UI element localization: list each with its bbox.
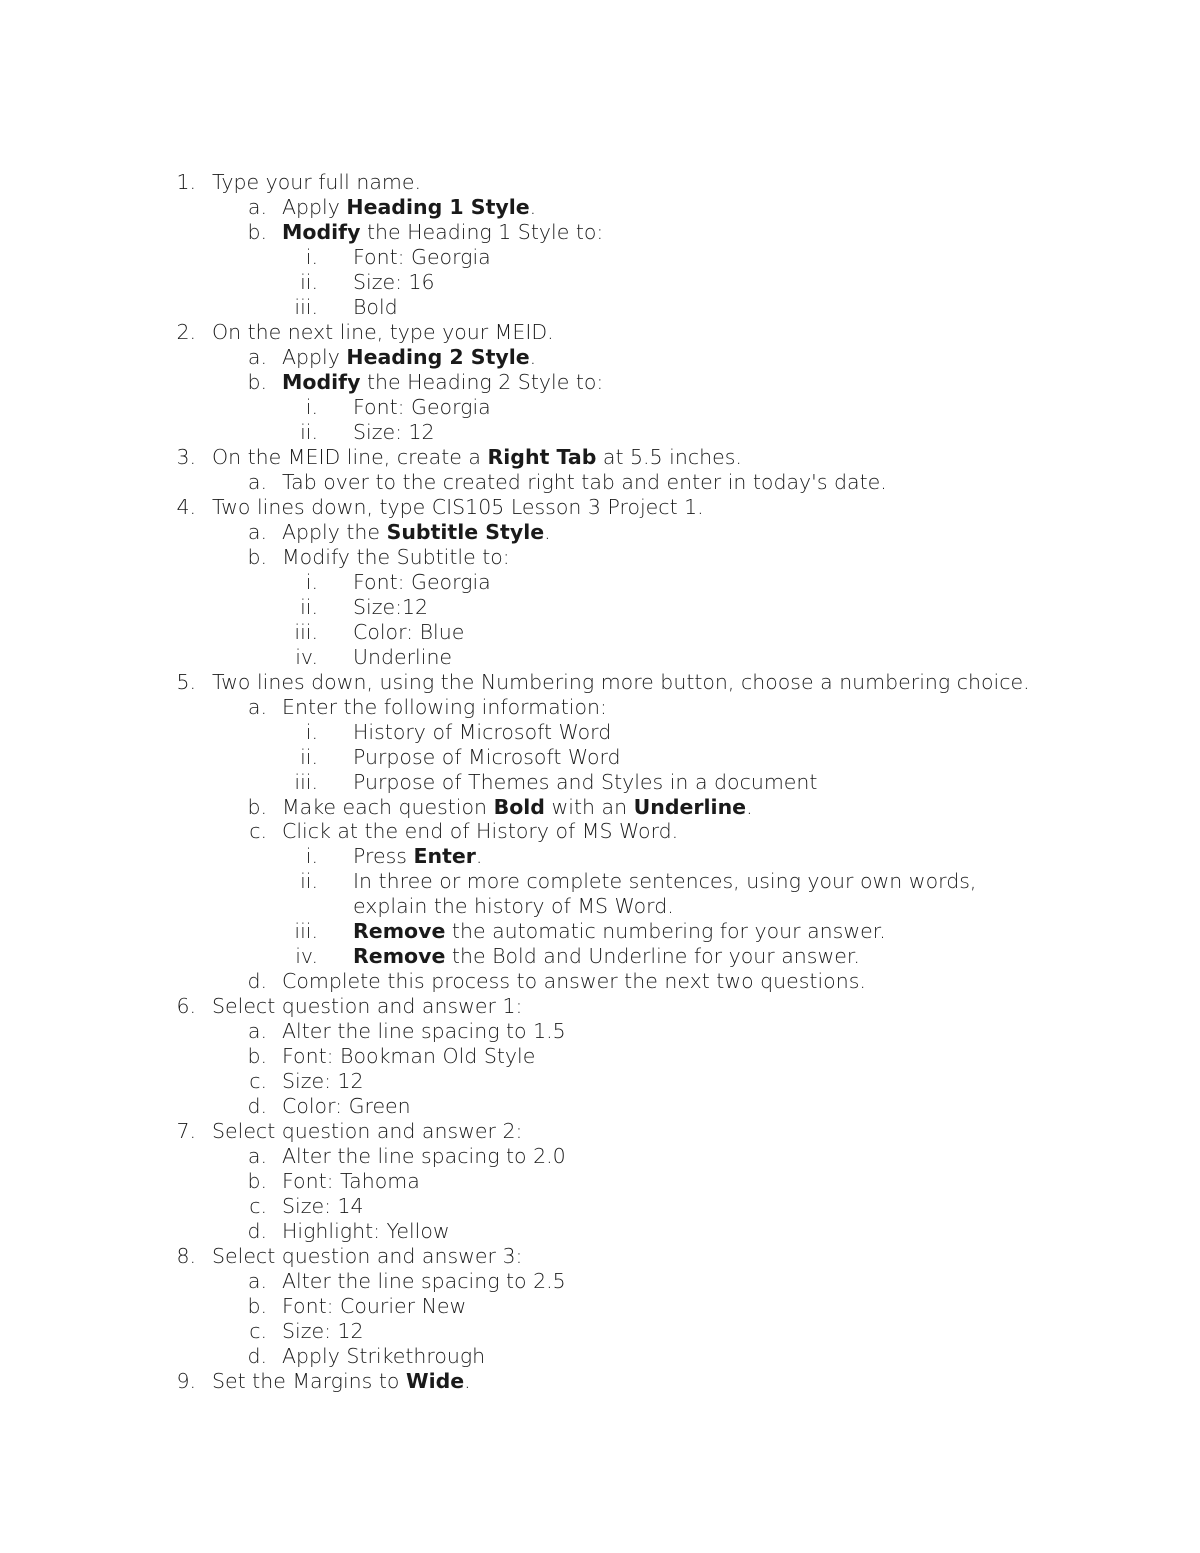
list-text [282, 470, 887, 495]
list-subsubitem [0, 420, 1200, 445]
bold-text: Heading 1 Style [346, 194, 530, 219]
list-text [282, 1169, 420, 1194]
list-marker: iv. [295, 944, 318, 969]
list-marker: 8. [176, 1244, 196, 1269]
list-subsubitem [0, 570, 1200, 595]
bold-text: Modify [282, 369, 361, 394]
list-text [212, 445, 742, 470]
list-subitem [0, 969, 1200, 994]
list-subitem [0, 1219, 1200, 1244]
list-marker: i. [305, 569, 318, 594]
list-marker: b. [247, 544, 267, 569]
list-marker: a. [247, 694, 267, 719]
list-item [0, 1119, 1200, 1144]
text-run: Apply [282, 344, 347, 369]
list-subitem [0, 819, 1200, 844]
list-marker: a. [247, 1144, 267, 1169]
list-item [0, 1369, 1200, 1394]
text-run: Make each question [282, 794, 494, 819]
list-text [282, 370, 603, 395]
list-text [353, 595, 428, 620]
list-text [212, 170, 421, 195]
list-text [353, 395, 491, 420]
list-subsubitem [0, 919, 1200, 944]
text-run: . [544, 519, 551, 544]
list-text [353, 295, 398, 320]
text-run: Apply Strikethrough [282, 1344, 486, 1369]
list-subitem [0, 345, 1200, 370]
bold-text: Bold [493, 794, 545, 819]
text-run: Size: 12 [353, 419, 435, 444]
bold-text: Remove [353, 944, 446, 969]
text-run: Underline [353, 644, 453, 669]
list-text [212, 1119, 522, 1144]
list-text [282, 220, 603, 245]
text-run: the Heading 1 Style to: [360, 219, 604, 244]
list-subsubitem [0, 894, 1200, 919]
list-marker: i. [305, 244, 318, 269]
list-marker: i. [305, 394, 318, 419]
list-marker: iv. [295, 644, 318, 669]
list-item [0, 994, 1200, 1019]
list-subitem [0, 1094, 1200, 1119]
list-text [282, 695, 607, 720]
list-marker: d. [247, 1344, 267, 1369]
text-run: Size: 12 [282, 1319, 364, 1344]
list-subitem [0, 695, 1200, 720]
list-marker: 4. [176, 494, 196, 519]
list-marker: 1. [176, 170, 196, 194]
list-text [282, 819, 678, 844]
text-run: Highlight: Yellow [282, 1219, 450, 1244]
list-marker: b. [247, 369, 267, 394]
text-run: Tab over to the created right tab and enter in today's date. [282, 469, 887, 494]
list-subitem [0, 795, 1200, 820]
text-run: explain the history of MS Word. [353, 894, 674, 919]
list-item [0, 670, 1200, 695]
list-marker: b. [247, 219, 267, 244]
text-run: On the MEID line, create a [212, 444, 488, 469]
list-subitem [0, 220, 1200, 245]
bold-text: Underline [633, 794, 747, 819]
list-marker: ii. [300, 869, 318, 894]
list-subitem [0, 1044, 1200, 1069]
bold-text: Subtitle Style [386, 519, 545, 544]
text-run: Purpose of Microsoft Word [353, 744, 621, 769]
text-run: . [746, 794, 753, 819]
text-run: Two lines down, using the Numbering more button, choose a numbering choice. [212, 669, 1030, 694]
list-item [0, 445, 1200, 470]
list-subsubitem [0, 645, 1200, 670]
list-subitem [0, 1194, 1200, 1219]
list-text [282, 1294, 466, 1319]
text-run: Color: Blue [353, 619, 465, 644]
text-run: Modify the Subtitle to: [282, 544, 510, 569]
list-text [353, 245, 491, 270]
list-marker: b. [247, 794, 267, 819]
list-text [282, 969, 866, 994]
list-subsubitem [0, 270, 1200, 295]
list-text [353, 720, 611, 745]
list-text [282, 520, 551, 545]
list-marker: iii. [294, 769, 318, 794]
list-subsubitem [0, 745, 1200, 770]
list-subsubitem [0, 245, 1200, 270]
list-subitem [0, 1344, 1200, 1369]
text-run: Enter the following information: [282, 694, 607, 719]
list-subitem [0, 1294, 1200, 1319]
list-marker: b. [247, 1169, 267, 1194]
list-text [282, 545, 510, 570]
list-text [282, 1019, 566, 1044]
text-run: the automatic numbering for your answer. [445, 919, 886, 944]
list-subsubitem [0, 720, 1200, 745]
list-text [212, 994, 522, 1019]
list-marker: 5. [176, 669, 196, 694]
list-subsubitem [0, 595, 1200, 620]
list-text [282, 1194, 364, 1219]
text-run: Color: Green [282, 1094, 411, 1119]
text-run: Size: 14 [282, 1194, 364, 1219]
list-marker: a. [247, 344, 267, 369]
list-item [0, 320, 1200, 345]
list-marker: 9. [176, 1369, 196, 1394]
text-run: Alter the line spacing to 1.5 [282, 1019, 566, 1044]
list-text [282, 1144, 566, 1169]
text-run: Select question and answer 3: [212, 1244, 523, 1269]
list-marker: c. [249, 1194, 267, 1219]
list-text [353, 919, 886, 944]
text-run: . [529, 194, 537, 219]
list-marker: a. [247, 194, 267, 219]
list-marker: d. [247, 1094, 267, 1119]
list-marker: 2. [176, 319, 196, 344]
list-text [353, 770, 817, 795]
list-marker: c. [249, 1069, 267, 1094]
list-marker: c. [249, 819, 267, 844]
list-text [282, 1344, 485, 1369]
list-marker: d. [247, 969, 267, 994]
list-subitem [0, 195, 1200, 220]
list-subitem [0, 1144, 1200, 1169]
text-run: at 5.5 inches. [596, 444, 742, 469]
list-subitem [0, 545, 1200, 570]
list-text [212, 1369, 471, 1394]
text-run: with an [544, 794, 634, 819]
list-subitem [0, 1269, 1200, 1294]
list-marker: b. [247, 1044, 267, 1069]
bold-text: Heading 2 Style [346, 344, 530, 369]
list-marker: ii. [300, 419, 318, 444]
list-text [212, 670, 1030, 695]
list-subitem [0, 520, 1200, 545]
list-subitem [0, 1069, 1200, 1094]
list-text [282, 1094, 411, 1119]
list-subsubitem [0, 844, 1200, 869]
list-text [212, 495, 704, 520]
list-marker: iii. [294, 619, 318, 644]
text-run: Apply the [282, 519, 387, 544]
list-marker: a. [247, 519, 267, 544]
text-run: Set the Margins to [212, 1369, 406, 1394]
text-run: . [464, 1369, 471, 1394]
text-run: Purpose of Themes and Styles in a document [353, 769, 818, 794]
list-marker: 3. [176, 444, 196, 469]
text-run: Font: Bookman Old Style [282, 1044, 536, 1069]
list-marker: a. [247, 469, 267, 494]
text-run: Font: Georgia [353, 394, 491, 419]
list-subitem [0, 370, 1200, 395]
text-run: Alter the line spacing to 2.0 [282, 1144, 566, 1169]
list-text [353, 745, 621, 770]
list-item [0, 1244, 1200, 1269]
list-text [353, 270, 435, 295]
bold-text: Modify [282, 219, 361, 244]
list-item [0, 170, 1200, 195]
list-subsubitem [0, 295, 1200, 320]
text-run: the Heading 2 Style to: [360, 369, 604, 394]
text-run: Complete this process to answer the next two questions. [282, 969, 866, 994]
text-run: History of Microsoft Word [353, 719, 612, 744]
text-run: Bold [353, 294, 398, 319]
list-text [282, 1044, 535, 1069]
list-text [282, 195, 536, 220]
text-run: Click at the end of History of MS Word. [282, 819, 679, 844]
list-item [0, 495, 1200, 520]
list-marker: 6. [176, 994, 196, 1019]
text-run: Font: Georgia [353, 244, 491, 269]
text-run: Alter the line spacing to 2.5 [282, 1269, 566, 1294]
list-subsubitem [0, 620, 1200, 645]
text-run: Select question and answer 2: [212, 1119, 523, 1144]
list-subsubitem [0, 869, 1200, 894]
list-text [282, 1069, 364, 1094]
list-text [353, 894, 674, 919]
bold-text: Enter [413, 844, 476, 869]
list-subitem [0, 1169, 1200, 1194]
text-run: . [475, 844, 483, 869]
text-run: Size: 16 [353, 269, 435, 294]
text-run: Press [353, 844, 414, 869]
list-marker: 7. [176, 1119, 196, 1144]
text-run: Size: 12 [282, 1069, 364, 1094]
list-text [353, 420, 435, 445]
text-run: Font: Courier New [282, 1294, 467, 1319]
list-text [353, 645, 452, 670]
list-subitem [0, 1019, 1200, 1044]
text-run: Select question and answer 1: [212, 994, 523, 1019]
text-run: On the next line, type your MEID. [212, 319, 554, 344]
list-text [353, 869, 976, 894]
list-marker: d. [247, 1219, 267, 1244]
list-text [282, 1269, 566, 1294]
list-marker: iii. [294, 294, 318, 319]
text-run: Type your full name. [212, 170, 421, 194]
list-marker: a. [247, 1019, 267, 1044]
list-text [282, 345, 536, 370]
list-subsubitem [0, 944, 1200, 969]
list-text [353, 944, 860, 969]
list-text [282, 795, 753, 820]
text-run: In three or more complete sentences, using your own words, [353, 869, 977, 894]
bold-text: Right Tab [487, 444, 597, 469]
text-run: Size:12 [353, 594, 429, 619]
list-marker: c. [249, 1319, 267, 1344]
list-text [282, 1219, 450, 1244]
list-subsubitem [0, 770, 1200, 795]
text-run: . [529, 344, 537, 369]
list-text [353, 570, 491, 595]
bold-text: Wide [405, 1369, 465, 1394]
text-run: Font: Georgia [353, 569, 491, 594]
list-marker: ii. [300, 744, 318, 769]
list-text [212, 320, 554, 345]
list-marker: iii. [294, 919, 318, 944]
text-run: the Bold and Underline for your answer. [445, 944, 860, 969]
list-marker: b. [247, 1294, 267, 1319]
list-subsubitem [0, 395, 1200, 420]
list-text [353, 844, 482, 869]
text-run: Font: Tahoma [282, 1169, 420, 1194]
list-marker: ii. [300, 269, 318, 294]
list-text [353, 620, 464, 645]
text-run: Apply [282, 194, 347, 219]
bold-text: Remove [353, 919, 446, 944]
list-marker: i. [305, 719, 318, 744]
list-marker: a. [247, 1269, 267, 1294]
list-subitem [0, 1319, 1200, 1344]
list-text [282, 1319, 364, 1344]
text-run: Two lines down, type CIS105 Lesson 3 Project 1. [212, 494, 704, 519]
list-subitem [0, 470, 1200, 495]
list-marker: i. [305, 844, 318, 869]
list-text [212, 1244, 522, 1269]
list-marker: ii. [300, 594, 318, 619]
